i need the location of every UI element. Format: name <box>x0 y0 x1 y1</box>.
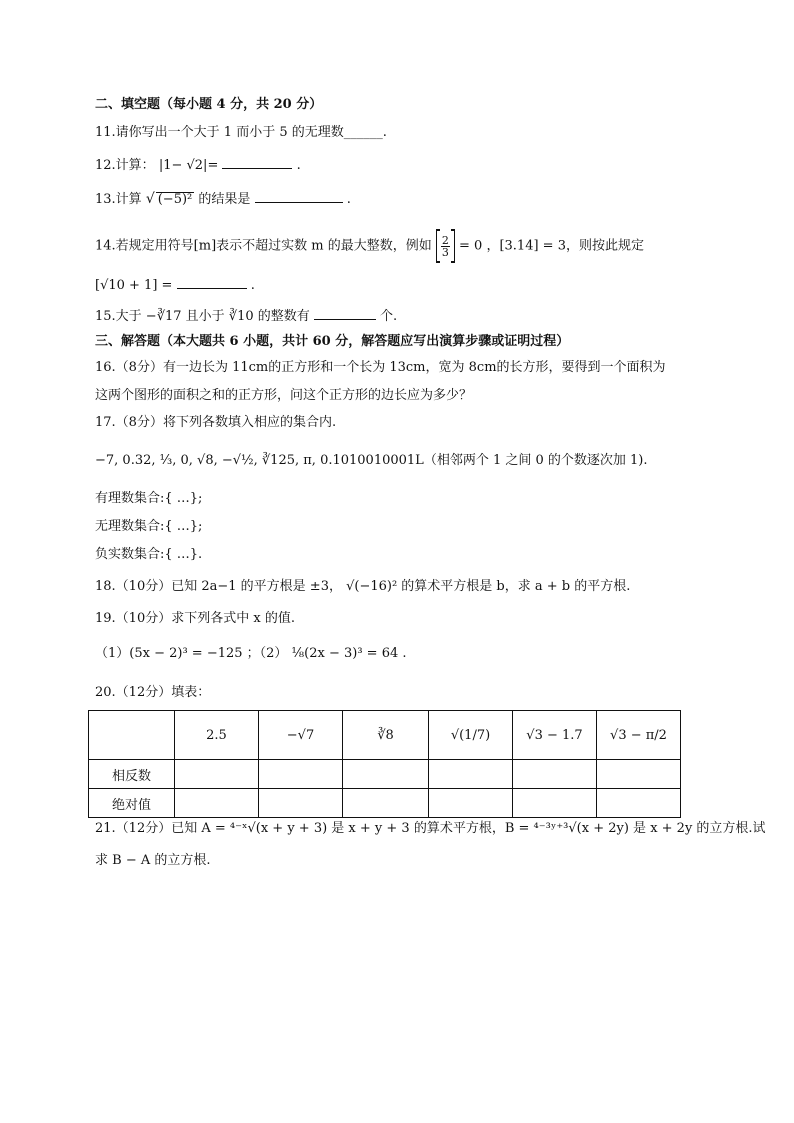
row-label: 绝对值 <box>89 789 175 818</box>
question-15 <box>95 306 397 326</box>
answer-cell[interactable] <box>343 760 429 789</box>
question-13-text: 的结果是 <box>198 192 251 207</box>
question-14 <box>95 229 644 263</box>
table-header-cell <box>89 711 175 760</box>
table-header-cell: √3 − π/2 <box>597 711 681 760</box>
section-title-solutions: 三、解答题（本大题共 6 小题，共计 60 分，解答题应写出演算步骤或证明过程） <box>95 334 570 349</box>
table-header-row <box>89 711 681 760</box>
answer-cell[interactable] <box>429 789 513 818</box>
fill-table <box>88 710 681 818</box>
question-14-text: 14.若规定用符号[m]表示不超过实数 m 的最大整数，例如 <box>95 238 432 254</box>
set-rational: 有理数集合:{ …}; <box>95 491 203 506</box>
answer-cell[interactable] <box>259 760 343 789</box>
question-21-line2: 求 B − A 的立方根. <box>95 853 211 868</box>
question-21-line1: 21.（12分）已知 A = ⁴⁻ˣ√(x + y + 3) 是 x + y + 3 的算术平方根，B = ⁴⁻³ʸ⁺³√(x + 2y) 是 x + 2y 的立方根.试 <box>95 821 766 836</box>
question-14-part2 <box>95 275 255 295</box>
question-17-numbers: −7, 0.32, ⅓, 0, √8, −√½, ∛125, π, 0.1010010001L（相邻两个 1 之间 0 的个数逐次加 1). <box>95 453 648 468</box>
question-19-line2: （1）(5x − 2)³ = −125 ；（2） ⅛(2x − 3)³ = 64 . <box>95 646 407 661</box>
set-negative-real: 负实数集合:{ …}. <box>95 547 203 562</box>
question-20-title: 20.（12分）填表： <box>95 685 211 700</box>
question-18: 18.（10分）已知 2a−1 的平方根是 ±3， √(−16)² 的算术平方根是 b，求 a + b 的平方根. <box>95 579 631 594</box>
answer-blank <box>222 155 292 169</box>
answer-cell[interactable] <box>175 789 259 818</box>
answer-cell[interactable] <box>259 789 343 818</box>
table-header-cell: −√7 <box>259 711 343 760</box>
question-15-end: 个. <box>380 309 398 324</box>
answer-cell[interactable] <box>597 760 681 789</box>
section-title-fill-in: 二、填空题（每小题 4 分，共 20 分） <box>95 97 323 112</box>
question-13-end: . <box>346 192 351 207</box>
question-14-expression: [√10 + 1] = <box>95 278 173 293</box>
answer-blank <box>314 306 376 320</box>
table-row <box>89 789 681 818</box>
row-label: 相反数 <box>89 760 175 789</box>
answer-cell[interactable] <box>513 789 597 818</box>
fraction-two-thirds: $\frac{2}{3}$ <box>441 233 449 259</box>
table-header-cell: 2.5 <box>175 711 259 760</box>
sqrt-symbol: √ <box>145 191 155 207</box>
question-16-line1: 16.（8分）有一边长为 11cm的正方形和一个长为 13cm，宽为 8cm的长方形，要得到一个面积为 <box>95 360 666 375</box>
question-11: 11.请你写出一个大于 1 而小于 5 的无理数______. <box>95 125 387 140</box>
answer-cell[interactable] <box>343 789 429 818</box>
question-12-label: 12.计算： <box>95 158 155 173</box>
radicand: (−5)² <box>157 192 193 207</box>
question-12-end: . <box>296 158 301 173</box>
table-row <box>89 760 681 789</box>
question-14-end: . <box>250 278 255 293</box>
question-14-example: = 0 ，[3.14] = 3，则按此规定 <box>459 238 644 254</box>
answer-cell[interactable] <box>429 760 513 789</box>
answer-cell[interactable] <box>513 760 597 789</box>
floor-bracket-right <box>451 229 455 263</box>
answer-blank <box>177 275 247 289</box>
table-header-cell: √3 − 1.7 <box>513 711 597 760</box>
table-header-cell: ∛8 <box>343 711 429 760</box>
question-15-text: 15.大于 −∛17 且小于 ∛10 的整数有 <box>95 309 310 324</box>
question-16-line2: 这两个图形的面积之和的正方形，问这个正方形的边长应为多少？ <box>95 388 473 403</box>
answer-cell[interactable] <box>597 789 681 818</box>
question-13 <box>95 189 351 209</box>
answer-blank <box>255 189 343 203</box>
question-13-label: 13.计算 <box>95 192 146 207</box>
answer-cell[interactable] <box>175 760 259 789</box>
set-irrational: 无理数集合:{ …}; <box>95 519 203 534</box>
question-19-line1: 19.（10分）求下列各式中 x 的值. <box>95 611 295 626</box>
table-header-cell: √(1/7) <box>429 711 513 760</box>
floor-bracket-left <box>436 229 440 263</box>
question-17-line1: 17.（8分）将下列各数填入相应的集合内. <box>95 415 337 430</box>
question-12-expression: |1− √2|= <box>158 158 219 173</box>
question-12 <box>95 155 301 175</box>
